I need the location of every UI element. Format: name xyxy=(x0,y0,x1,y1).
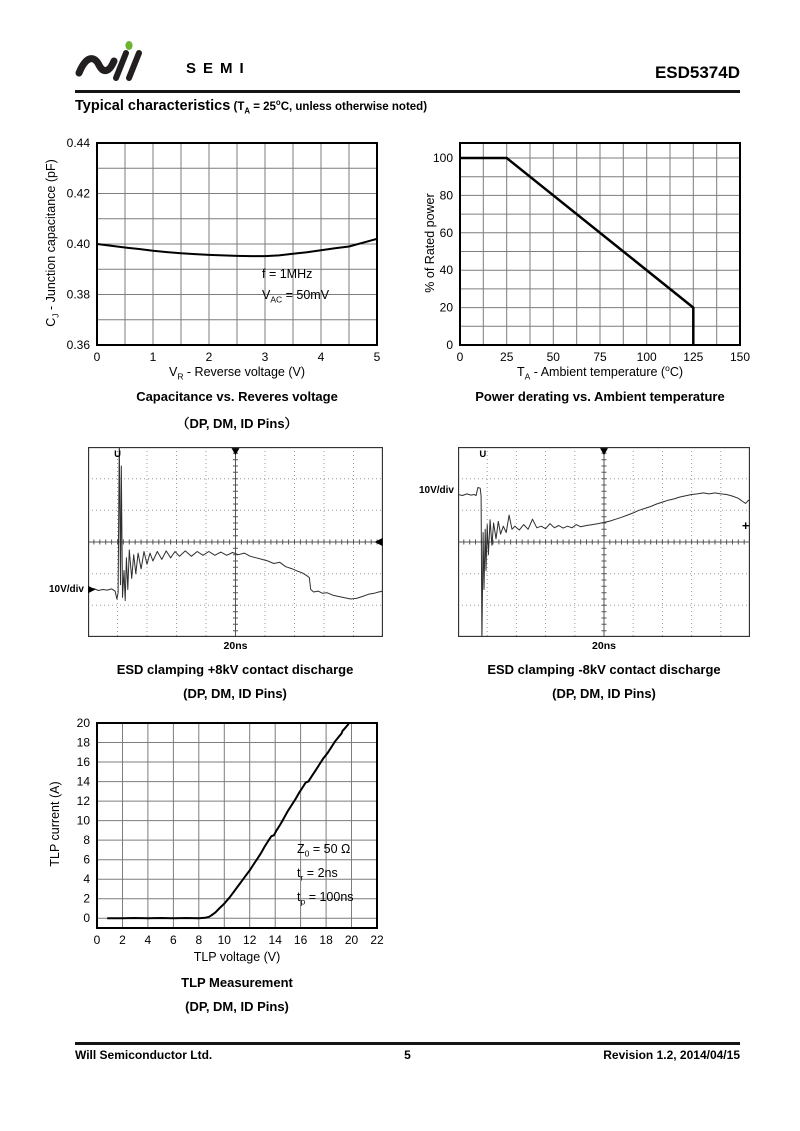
scope-minus8kv xyxy=(458,447,750,637)
footer-company: Will Semiconductor Ltd. xyxy=(75,1048,213,1062)
logo-wave xyxy=(79,59,114,73)
svg-text:2: 2 xyxy=(205,350,213,364)
scope-minus8kv-timebase-label: 20ns xyxy=(592,640,616,652)
svg-text:20: 20 xyxy=(344,933,359,947)
svg-text:0.38: 0.38 xyxy=(66,287,90,302)
svg-text:12: 12 xyxy=(243,933,257,947)
svg-text:8: 8 xyxy=(195,933,203,947)
svg-text:0: 0 xyxy=(456,350,464,364)
tlp-annotation-line2: $t_r = 2ns$ xyxy=(297,866,338,883)
tlp-y-axis-title: TLP current (A) xyxy=(48,781,62,867)
scope-minus8kv-caption-pins: (DP, DM, ID Pins) xyxy=(552,686,656,701)
scope-plus8kv-vdiv-label: 10V/div xyxy=(48,584,84,595)
tlp-annotation-line1: $Z_0 = 50$ Ω xyxy=(297,842,351,859)
svg-text:25: 25 xyxy=(500,350,514,364)
svg-text:12: 12 xyxy=(76,794,90,809)
svg-text:0: 0 xyxy=(93,350,101,364)
svg-text:+: + xyxy=(741,518,750,534)
svg-text:0.42: 0.42 xyxy=(66,186,90,201)
svg-text:50: 50 xyxy=(546,350,560,364)
tlp-caption: TLP Measurement xyxy=(181,975,293,990)
tlp-annotation xyxy=(297,837,354,909)
derating-x-axis-title: $T_A$ - Ambient temperature ($^o$C) xyxy=(516,362,684,382)
svg-text:0.40: 0.40 xyxy=(66,237,90,251)
svg-text:U: U xyxy=(114,449,121,461)
svg-text:0: 0 xyxy=(446,338,453,352)
svg-text:75: 75 xyxy=(593,350,607,364)
section-title-text: Typical characteristics xyxy=(75,98,231,114)
svg-text:0.44: 0.44 xyxy=(66,136,90,150)
footer-page-number: 5 xyxy=(404,1048,411,1062)
cap-annotation-line1: f = 1MHz xyxy=(262,267,313,281)
cap-annotation xyxy=(262,264,329,306)
svg-text:6: 6 xyxy=(170,933,177,947)
svg-text:20: 20 xyxy=(76,716,90,730)
capacitance-chart xyxy=(60,135,393,382)
svg-text:125: 125 xyxy=(683,350,704,364)
cap-caption: Capacitance vs. Reveres voltage xyxy=(136,389,338,404)
tlp-x-axis-title: TLP voltage (V) xyxy=(193,950,281,964)
header-rule xyxy=(75,90,740,93)
tlp-caption-pins: (DP, DM, ID Pins) xyxy=(185,999,289,1014)
svg-text:150: 150 xyxy=(729,350,751,364)
svg-text:0: 0 xyxy=(93,933,101,947)
scope-minus8kv-caption: ESD clamping -8kV contact discharge xyxy=(487,662,721,677)
scope-minus8kv-vdiv-label: 10V/div xyxy=(418,485,454,496)
section-title-note: ($T_A = 25^oC$, unless otherwise noted) xyxy=(230,98,428,116)
svg-text:8: 8 xyxy=(83,833,90,848)
derating-chart xyxy=(423,135,756,382)
cap-y-axis-title: $C_J$ - Junction capacitance (pF) xyxy=(44,159,61,327)
derating-y-axis-title: % of Rated power xyxy=(423,193,437,293)
svg-text:2: 2 xyxy=(83,891,90,906)
footer-rule xyxy=(75,1042,740,1045)
svg-text:100: 100 xyxy=(636,350,657,364)
svg-text:22: 22 xyxy=(370,933,384,947)
svg-text:18: 18 xyxy=(319,933,333,947)
svg-text:0.36: 0.36 xyxy=(66,338,90,352)
scope-plus8kv-caption: ESD clamping +8kV contact discharge xyxy=(116,662,354,677)
svg-text:1: 1 xyxy=(149,350,157,364)
scope-plus8kv-caption-pins: (DP, DM, ID Pins) xyxy=(183,686,287,701)
derating-caption: Power derating vs. Ambient temperature xyxy=(475,389,725,404)
svg-text:2: 2 xyxy=(119,933,126,947)
svg-text:40: 40 xyxy=(439,263,453,278)
svg-text:0: 0 xyxy=(83,911,90,926)
svg-text:3: 3 xyxy=(261,350,269,364)
scope-plus8kv-timebase-label: 20ns xyxy=(223,640,248,652)
svg-text:10: 10 xyxy=(76,813,90,828)
svg-text:4: 4 xyxy=(317,350,325,364)
tlp-annotation-line3: $t_p = 100ns$ xyxy=(297,890,354,907)
svg-text:16: 16 xyxy=(293,933,308,947)
logo-green-dot xyxy=(125,41,132,50)
cap-x-axis-title: $V_R$ - Reverse voltage (V) xyxy=(168,365,306,382)
svg-text:4: 4 xyxy=(144,933,152,947)
svg-text:14: 14 xyxy=(268,933,282,947)
logo-slash-1 xyxy=(116,53,126,78)
svg-text:5: 5 xyxy=(373,350,381,364)
svg-text:16: 16 xyxy=(76,755,90,769)
section-title xyxy=(75,97,427,115)
svg-text:20: 20 xyxy=(439,300,453,315)
svg-text:U: U xyxy=(479,449,487,461)
scope-plus8kv xyxy=(88,447,383,637)
svg-text:60: 60 xyxy=(439,225,453,240)
logo-slash-2 xyxy=(129,53,139,78)
svg-text:80: 80 xyxy=(439,188,453,203)
cap-caption-pins: （DP, DM, ID Pins） xyxy=(176,416,298,431)
svg-text:18: 18 xyxy=(76,735,90,750)
svg-text:100: 100 xyxy=(432,151,453,165)
footer-revision: Revision 1.2, 2014/04/15 xyxy=(603,1048,740,1062)
svg-text:14: 14 xyxy=(76,774,90,789)
cap-annotation-line2: $V_{AC} = 50mV$ xyxy=(262,288,330,305)
svg-text:10: 10 xyxy=(217,933,231,947)
brand-text: SEMI xyxy=(186,60,251,77)
will-semi-logo xyxy=(73,40,177,90)
svg-text:4: 4 xyxy=(83,872,90,887)
svg-text:6: 6 xyxy=(83,852,90,867)
part-number: ESD5374D xyxy=(654,63,740,82)
